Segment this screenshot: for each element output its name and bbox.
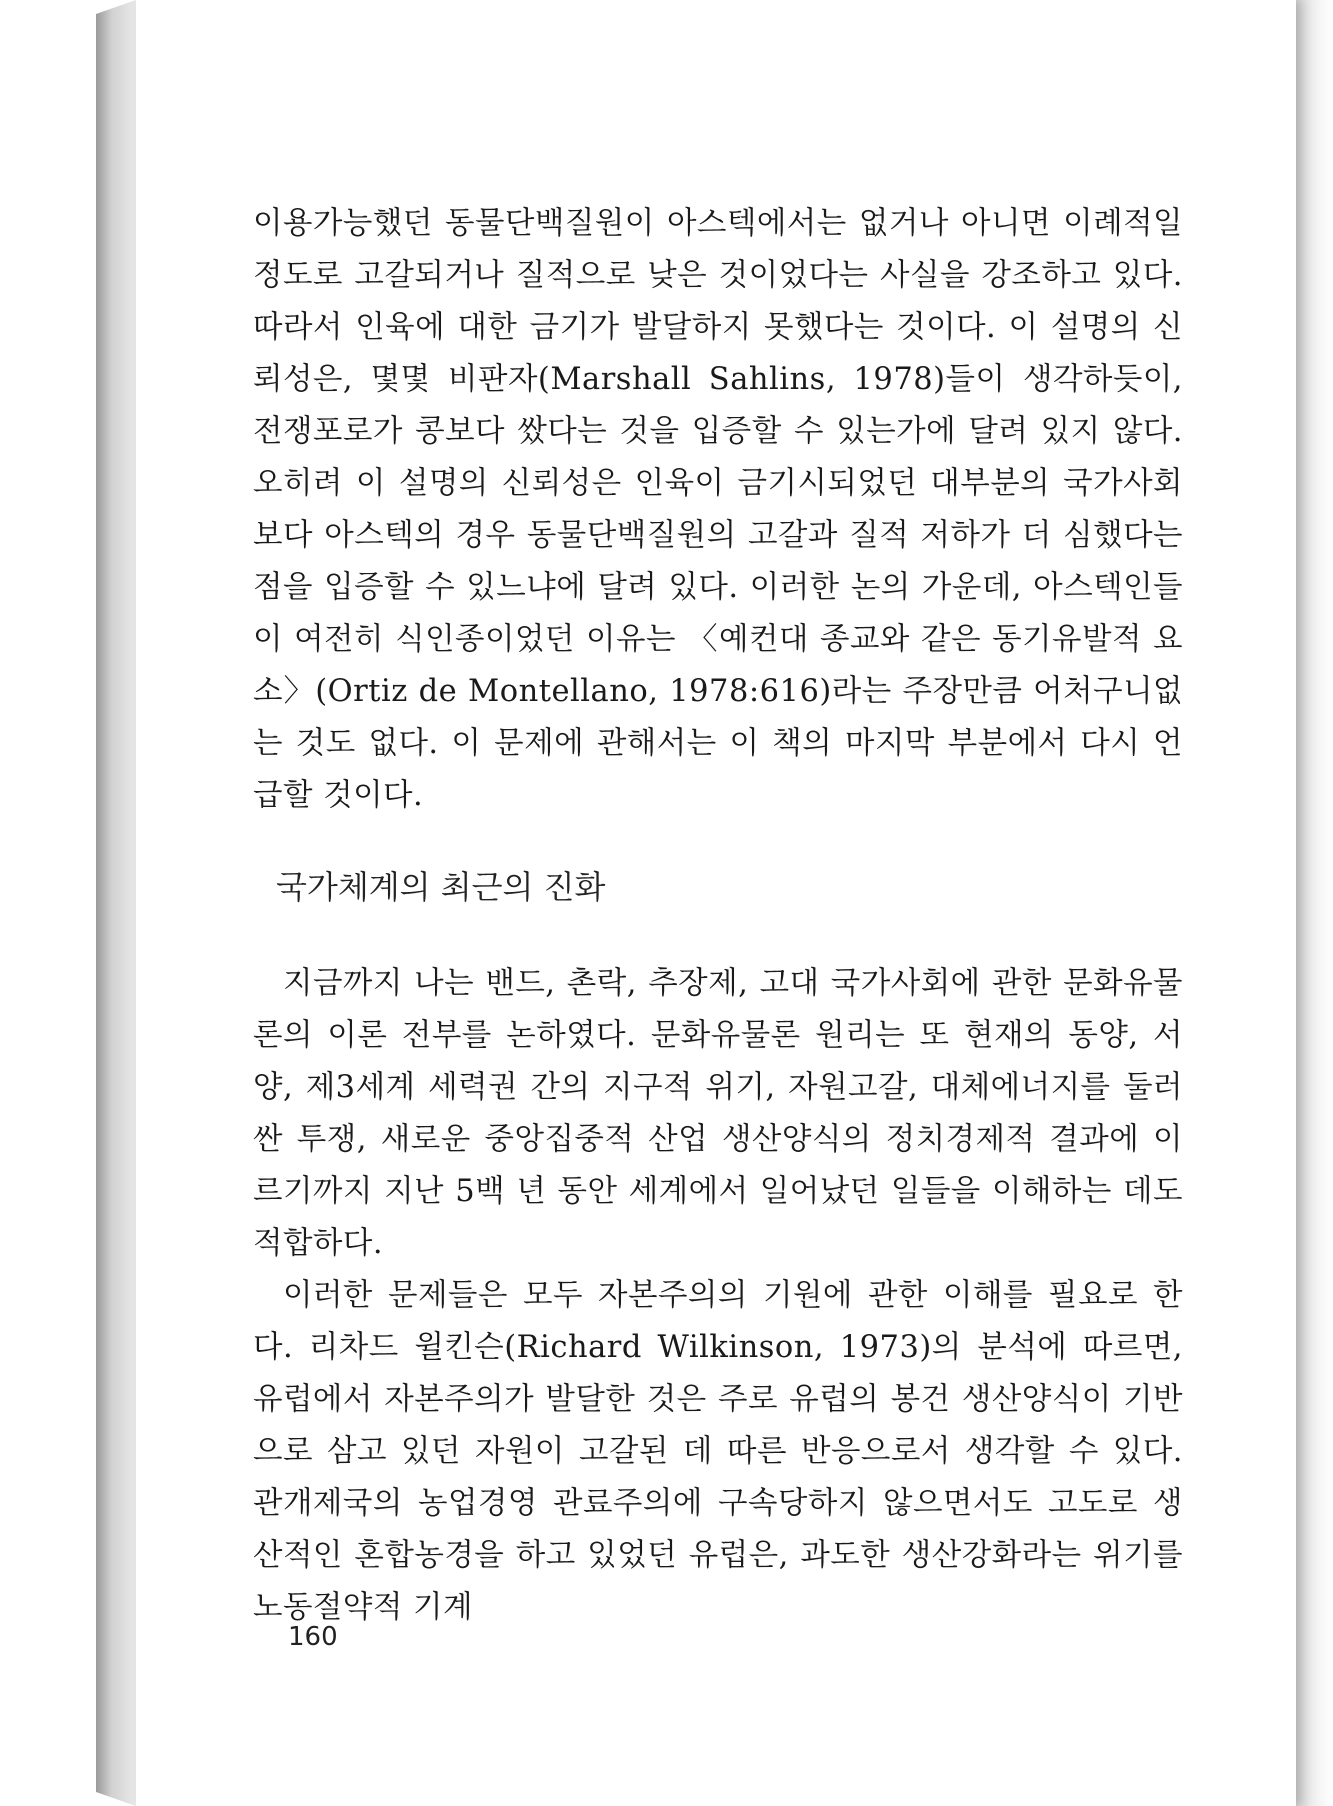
page-number: 160 <box>288 1622 338 1652</box>
section-heading: 국가체계의 최근의 진화 <box>276 868 606 906</box>
book-page <box>136 0 1296 1806</box>
body-text-bottom <box>253 958 1183 1634</box>
paragraph: 이용가능했던 동물단백질원이 아스텍에서는 없거나 아니면 이례적일 정도로 고갈되거나 질적으로 낮은 것이었다는 사실을 강조하고 있다. 따라서 인육에 대한 금기가 발달하지 못했다는 것이다. 이 설명의 신뢰성은, 몇몇 비판자(Marshall Sahlins, 1978)들이 생각하듯이, 전쟁포로가 콩보다 쌌다는 것을 입증할 수 있는가에 달려 있지 않다. 오히려 이 설명의 신뢰성은 인육이 금기시되었던 대부분의 국가사회보다 아스텍의 경우 동물단백질원의 고갈과 질적 저하가 더 심했다는 점을 입증할 수 있느냐에 달려 있다. 이러한 논의 가운데, 아스텍인들이 여전히 식인종이었던 이유는 〈예컨대 종교와 같은 동기유발적 요소〉(Ortiz de Montellano, 1978:616)라는 주장만큼 어처구니없는 것도 없다. 이 문제에 관해서는 이 책의 마지막 부분에서 다시 언급할 것이다. <box>253 206 1183 813</box>
book-spine <box>96 0 136 1806</box>
body-text-top <box>253 198 1183 822</box>
page-edge-shadow <box>1296 0 1333 1806</box>
paragraph: 이러한 문제들은 모두 자본주의의 기원에 관한 이해를 필요로 한다. 리차드 윌킨슨(Richard Wilkinson, 1973)의 분석에 따르면, 유럽에서 자본주의가 발달한 것은 주로 유럽의 봉건 생산양식이 기반으로 삼고 있던 자원이 고갈된 데 따른 반응으로서 생각할 수 있다. 관개제국의 농업경영 관료주의에 구속당하지 않으면서도 고도로 생산적인 혼합농경을 하고 있었던 유럽은, 과도한 생산강화라는 위기를 노동절약적 기계 <box>253 1278 1183 1625</box>
paragraph: 지금까지 나는 밴드, 촌락, 추장제, 고대 국가사회에 관한 문화유물론의 이론 전부를 논하였다. 문화유물론 원리는 또 현재의 동양, 서양, 제3세계 세력권 간의 지구적 위기, 자원고갈, 대체에너지를 둘러싼 투쟁, 새로운 중앙집중적 산업 생산양식의 정치경제적 결과에 이르기까지 지난 5백 년 동안 세계에서 일어났던 일들을 이해하는 데도 적합하다. <box>253 966 1183 1261</box>
